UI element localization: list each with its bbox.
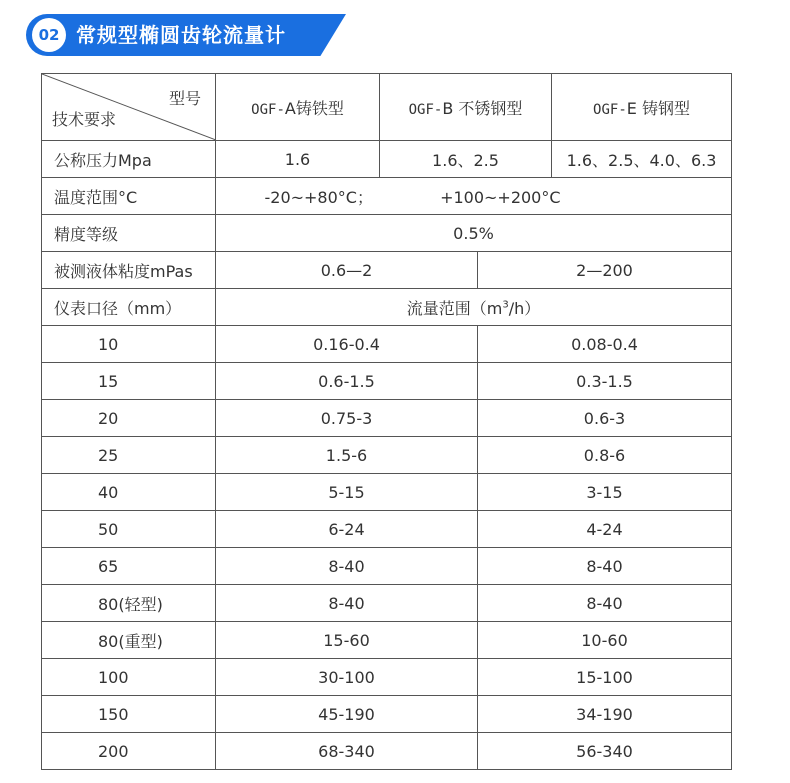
flow-range-a: 15-60 — [216, 622, 478, 659]
temperature-value — [216, 178, 732, 215]
section-banner — [26, 14, 346, 56]
temperature-range-b: +100~+200°C — [440, 187, 561, 207]
size-cell: 65 — [42, 548, 216, 585]
pressure-label: 公称压力Mpa — [42, 141, 216, 178]
table-row — [42, 733, 732, 770]
diameter-header-row — [42, 289, 732, 326]
table-row — [42, 659, 732, 696]
flow-range-a: 1.5-6 — [216, 437, 478, 474]
flow-range-b: 15-100 — [478, 659, 732, 696]
flow-range-a: 8-40 — [216, 548, 478, 585]
model-header-a: OGF-A铸铁型 — [216, 74, 380, 141]
size-cell: 200 — [42, 733, 216, 770]
corner-label-model: 型号 — [168, 89, 201, 108]
flow-range-b: 0.8-6 — [478, 437, 732, 474]
model-header-b: OGF-B 不锈钢型 — [380, 74, 552, 141]
viscosity-row — [42, 252, 732, 289]
table-row — [42, 696, 732, 733]
flow-range-a: 0.6-1.5 — [216, 363, 478, 400]
temperature-label: 温度范围°C — [42, 178, 216, 215]
section-title: 常规型椭圆齿轮流量计 — [76, 23, 286, 47]
viscosity-value-a: 0.6—2 — [216, 252, 478, 289]
model-header-e: OGF-E 铸钢型 — [552, 74, 732, 141]
accuracy-value: 0.5% — [216, 215, 732, 252]
table-row — [42, 363, 732, 400]
flow-range-a: 8-40 — [216, 585, 478, 622]
size-cell: 20 — [42, 400, 216, 437]
table-row — [42, 548, 732, 585]
flow-range-a: 0.16-0.4 — [216, 326, 478, 363]
flow-range-b: 0.6-3 — [478, 400, 732, 437]
table-row — [42, 437, 732, 474]
temperature-row — [42, 178, 732, 215]
pressure-value-b: 1.6、2.5 — [380, 141, 552, 178]
table-header-row — [42, 74, 732, 141]
flow-range-a: 45-190 — [216, 696, 478, 733]
table-row — [42, 474, 732, 511]
viscosity-label: 被测液体粘度mPas — [42, 252, 216, 289]
flow-range-b: 8-40 — [478, 548, 732, 585]
table-row — [42, 622, 732, 659]
viscosity-value-b: 2—200 — [478, 252, 732, 289]
flow-range-b: 34-190 — [478, 696, 732, 733]
pressure-value-e: 1.6、2.5、4.0、6.3 — [552, 141, 732, 178]
table-row — [42, 400, 732, 437]
spec-table — [41, 73, 732, 770]
flow-range-label: 流量范围$(m^3/h)$ — [216, 289, 732, 326]
flow-range-a: 68-340 — [216, 733, 478, 770]
table-row — [42, 585, 732, 622]
flow-range-b: 0.08-0.4 — [478, 326, 732, 363]
section-number-badge: 02 — [32, 18, 66, 52]
pressure-value-a: 1.6 — [216, 141, 380, 178]
corner-label-requirements: 技术要求 — [52, 110, 117, 129]
size-cell: 150 — [42, 696, 216, 733]
size-cell: 40 — [42, 474, 216, 511]
flow-range-b: 3-15 — [478, 474, 732, 511]
flow-range-a: 30-100 — [216, 659, 478, 696]
flow-range-b: 8-40 — [478, 585, 732, 622]
flow-range-b: 0.3-1.5 — [478, 363, 732, 400]
size-cell: 10 — [42, 326, 216, 363]
size-cell: 15 — [42, 363, 216, 400]
flow-range-a: 6-24 — [216, 511, 478, 548]
accuracy-row — [42, 215, 732, 252]
pressure-row — [42, 141, 732, 178]
flow-range-a: 5-15 — [216, 474, 478, 511]
accuracy-label: 精度等级 — [42, 215, 216, 252]
flow-range-b: 4-24 — [478, 511, 732, 548]
flow-range-b: 10-60 — [478, 622, 732, 659]
size-cell: 80(重型) — [42, 622, 216, 659]
size-cell: 50 — [42, 511, 216, 548]
size-cell: 100 — [42, 659, 216, 696]
flow-range-a: 0.75-3 — [216, 400, 478, 437]
temperature-range-a: -20~+80°C； — [264, 187, 373, 207]
corner-cell — [42, 74, 216, 141]
size-cell: 25 — [42, 437, 216, 474]
diameter-label: 仪表口径（mm） — [42, 289, 216, 326]
size-cell: 80(轻型) — [42, 585, 216, 622]
table-row — [42, 326, 732, 363]
table-row — [42, 511, 732, 548]
flow-range-b: 56-340 — [478, 733, 732, 770]
